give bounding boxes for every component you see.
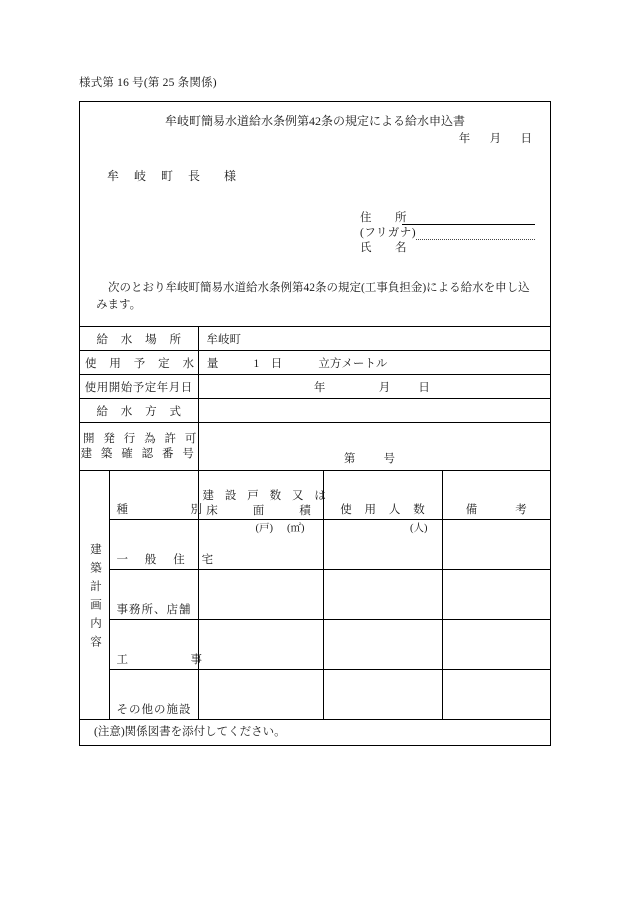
row-remarks-cell[interactable] xyxy=(442,570,550,620)
table-row xyxy=(80,351,550,375)
row-label-cell xyxy=(80,423,198,471)
table-row xyxy=(80,327,550,351)
service-info-table xyxy=(80,326,550,471)
name-label: 氏 名 xyxy=(360,242,413,254)
permit-number-value xyxy=(199,428,551,466)
row-label-cell xyxy=(80,327,198,351)
table-row xyxy=(80,423,550,471)
row-kind-label: 工 事 xyxy=(116,654,209,666)
table-row xyxy=(80,375,550,399)
table-row xyxy=(80,670,550,720)
supply-location-label: 給 水 場 所 xyxy=(96,333,187,346)
unit-hint-square-meter: (㎡) xyxy=(287,523,305,534)
start-date-label: 使用開始予定年月日 xyxy=(84,381,193,394)
supply-method-label: 給 水 方 式 xyxy=(96,405,187,418)
address-label: 住 所 xyxy=(360,212,413,224)
furigana-label: (フリガナ) xyxy=(360,227,417,239)
name-input-rule[interactable] xyxy=(402,244,535,255)
note-cell xyxy=(80,720,550,744)
start-date-year: 年 xyxy=(313,381,326,394)
form-header-block xyxy=(80,102,550,326)
row-value-cell[interactable] xyxy=(198,375,550,399)
row-kind-cell xyxy=(109,620,209,670)
start-date-value xyxy=(199,379,551,395)
permit-label-line1: 開 発 行 為 許 可 xyxy=(83,432,200,445)
header-units-line2: 床 面 積 xyxy=(206,505,315,517)
row-area-cell[interactable] xyxy=(198,620,323,670)
supply-method-value xyxy=(199,405,207,417)
document-title: 牟岐町簡易水道給水条例第42条の規定による給水申込書 xyxy=(164,114,465,128)
planned-volume-label: 使 用 予 定 水 量 xyxy=(85,357,224,370)
header-kind-label: 種 別 xyxy=(116,504,209,516)
row-kind-label: 事務所、店舗 xyxy=(116,604,192,616)
date-day: 日 xyxy=(520,133,532,145)
building-plan-side-label: 建築計画内容 xyxy=(89,543,101,654)
applicant-address-row xyxy=(360,210,535,225)
row-value-cell[interactable] xyxy=(198,327,550,351)
row-area-cell[interactable] xyxy=(198,570,323,620)
header-people-label: 使 用 人 数 xyxy=(340,504,430,516)
permit-label-line2: 建 築 確 認 番 号 xyxy=(80,447,197,460)
applicant-name-row xyxy=(360,240,535,255)
row-label-cell xyxy=(80,351,224,375)
furigana-input-rule[interactable] xyxy=(416,228,535,240)
intro-paragraph: 次のとおり牟岐町簡易水道給水条例第42条の規定(工事負担金)による給水を申し込みます。 xyxy=(96,282,530,311)
header-remarks-cell xyxy=(442,471,550,520)
row-people-cell[interactable] xyxy=(323,670,442,720)
row-remarks-cell[interactable] xyxy=(442,520,550,570)
building-plan-table xyxy=(80,471,550,743)
row-value-cell[interactable] xyxy=(198,351,550,375)
header-units-label xyxy=(199,489,330,519)
unit-hint-tokens: (戸) xyxy=(255,523,273,534)
date-year: 年 xyxy=(458,133,471,145)
row-remarks-cell[interactable] xyxy=(442,670,550,720)
permit-number-prefix: 第 xyxy=(343,452,356,465)
note-text: (注意)関係図書を添付してください。 xyxy=(94,726,286,738)
table-row xyxy=(80,399,550,423)
building-plan-header-row xyxy=(80,471,550,520)
row-remarks-cell[interactable] xyxy=(442,620,550,670)
row-people-cell[interactable] xyxy=(323,620,442,670)
start-date-month: 月 xyxy=(378,381,391,394)
row-people-cell[interactable] xyxy=(323,520,442,570)
address-input-rule[interactable] xyxy=(402,213,535,225)
row-value-cell[interactable] xyxy=(198,423,550,471)
header-kind-cell xyxy=(109,471,209,520)
unit-hint-area xyxy=(199,520,323,535)
header-units-line1: 建 設 戸 数 又 は xyxy=(202,490,330,502)
planned-volume-unit: 立方メートル xyxy=(318,357,388,370)
addressee-line: 牟 岐 町 長 様 xyxy=(107,169,243,183)
permit-label xyxy=(80,432,198,462)
row-label-cell xyxy=(80,375,198,399)
row-people-cell[interactable] xyxy=(323,570,442,620)
applicant-furigana-row xyxy=(360,225,535,240)
table-row xyxy=(80,570,550,620)
row-value-cell[interactable] xyxy=(198,399,550,423)
planned-volume-per-day: 1 日 xyxy=(253,357,283,370)
table-row xyxy=(80,620,550,670)
note-row xyxy=(80,720,550,744)
building-plan-side-label-cell xyxy=(80,471,109,720)
row-label-cell xyxy=(80,399,198,423)
row-kind-cell xyxy=(109,520,221,570)
row-kind-cell xyxy=(109,670,198,720)
form-number: 様式第 16 号(第 25 条関係) xyxy=(79,77,217,89)
row-kind-label: 一 般 住 宅 xyxy=(116,554,221,566)
row-kind-label: その他の施設 xyxy=(116,704,192,716)
start-date-day: 日 xyxy=(418,381,430,394)
permit-number-suffix: 号 xyxy=(383,452,395,465)
date-month: 月 xyxy=(489,133,502,145)
row-area-cell[interactable] xyxy=(198,670,323,720)
header-people-cell xyxy=(323,471,442,520)
form-frame xyxy=(79,101,551,746)
applicant-block xyxy=(360,210,535,255)
header-units-cell xyxy=(198,471,330,520)
table-row xyxy=(80,520,550,570)
header-remarks-label: 備 考 xyxy=(465,504,532,516)
supply-location-value: 牟岐町 xyxy=(206,333,241,346)
unit-hint-people: (人) xyxy=(410,523,428,534)
planned-volume-value xyxy=(199,355,551,371)
date-line xyxy=(459,130,532,146)
row-kind-cell xyxy=(109,570,198,620)
